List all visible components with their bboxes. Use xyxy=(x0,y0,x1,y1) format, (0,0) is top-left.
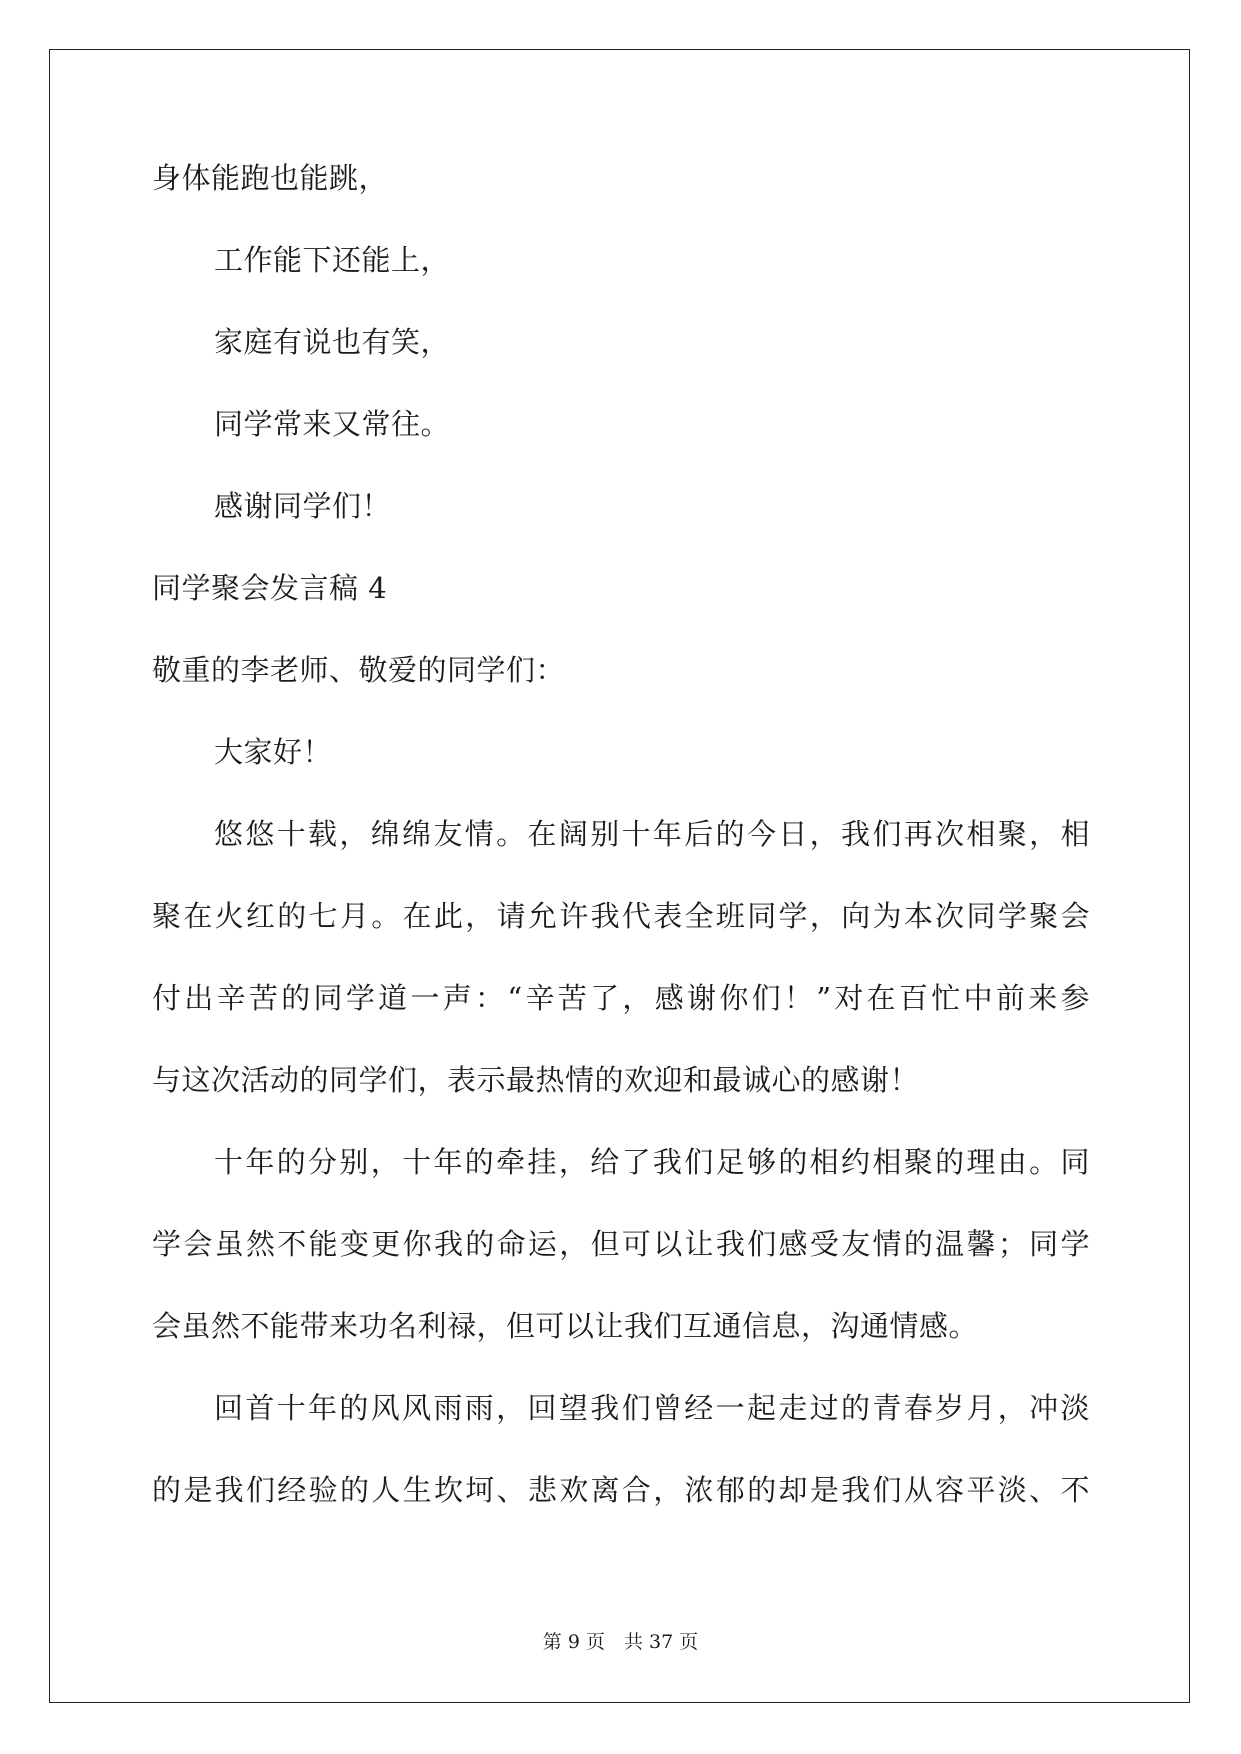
paragraph-2-line-2: 学会虽然不能变更你我的命运，但可以让我们感受友情的温馨；同学 xyxy=(152,1227,1090,1261)
paragraph-1-line-4: 与这次活动的同学们，表示最热情的欢迎和最诚心的感谢！ xyxy=(152,1063,920,1097)
text-line-5: 感谢同学们！ xyxy=(214,489,392,523)
text-line-1: 身体能跑也能跳， xyxy=(152,161,389,195)
salutation: 敬重的李老师、敬爱的同学们： xyxy=(152,653,566,687)
section-heading: 同学聚会发言稿 4 xyxy=(152,571,388,605)
paragraph-1-line-1: 悠悠十载，绵绵友情。在阔别十年后的今日，我们再次相聚，相 xyxy=(214,817,1090,851)
paragraph-1-line-3: 付出辛苦的同学道一声：“辛苦了，感谢你们！”对在百忙中前来参 xyxy=(152,981,1090,1015)
page-number: 第 9 页 共 37 页 xyxy=(542,1631,699,1653)
text-line-4: 同学常来又常往。 xyxy=(214,407,451,441)
page-border xyxy=(49,49,1190,1703)
paragraph-2-line-1: 十年的分别，十年的牵挂，给了我们足够的相约相聚的理由。同 xyxy=(214,1145,1090,1179)
text-line-2: 工作能下还能上， xyxy=(214,243,451,277)
paragraph-3-line-1: 回首十年的风风雨雨，回望我们曾经一起走过的青春岁月，冲淡 xyxy=(214,1391,1090,1425)
paragraph-1-line-2: 聚在火红的七月。在此，请允许我代表全班同学，向为本次同学聚会 xyxy=(152,899,1090,933)
paragraph-3-line-2: 的是我们经验的人生坎坷、悲欢离合，浓郁的却是我们从容平淡、不 xyxy=(152,1473,1090,1507)
text-line-3: 家庭有说也有笑， xyxy=(214,325,451,359)
paragraph-2-line-3: 会虽然不能带来功名利禄，但可以让我们互通信息，沟通情感。 xyxy=(152,1309,979,1343)
greeting: 大家好！ xyxy=(214,735,333,769)
